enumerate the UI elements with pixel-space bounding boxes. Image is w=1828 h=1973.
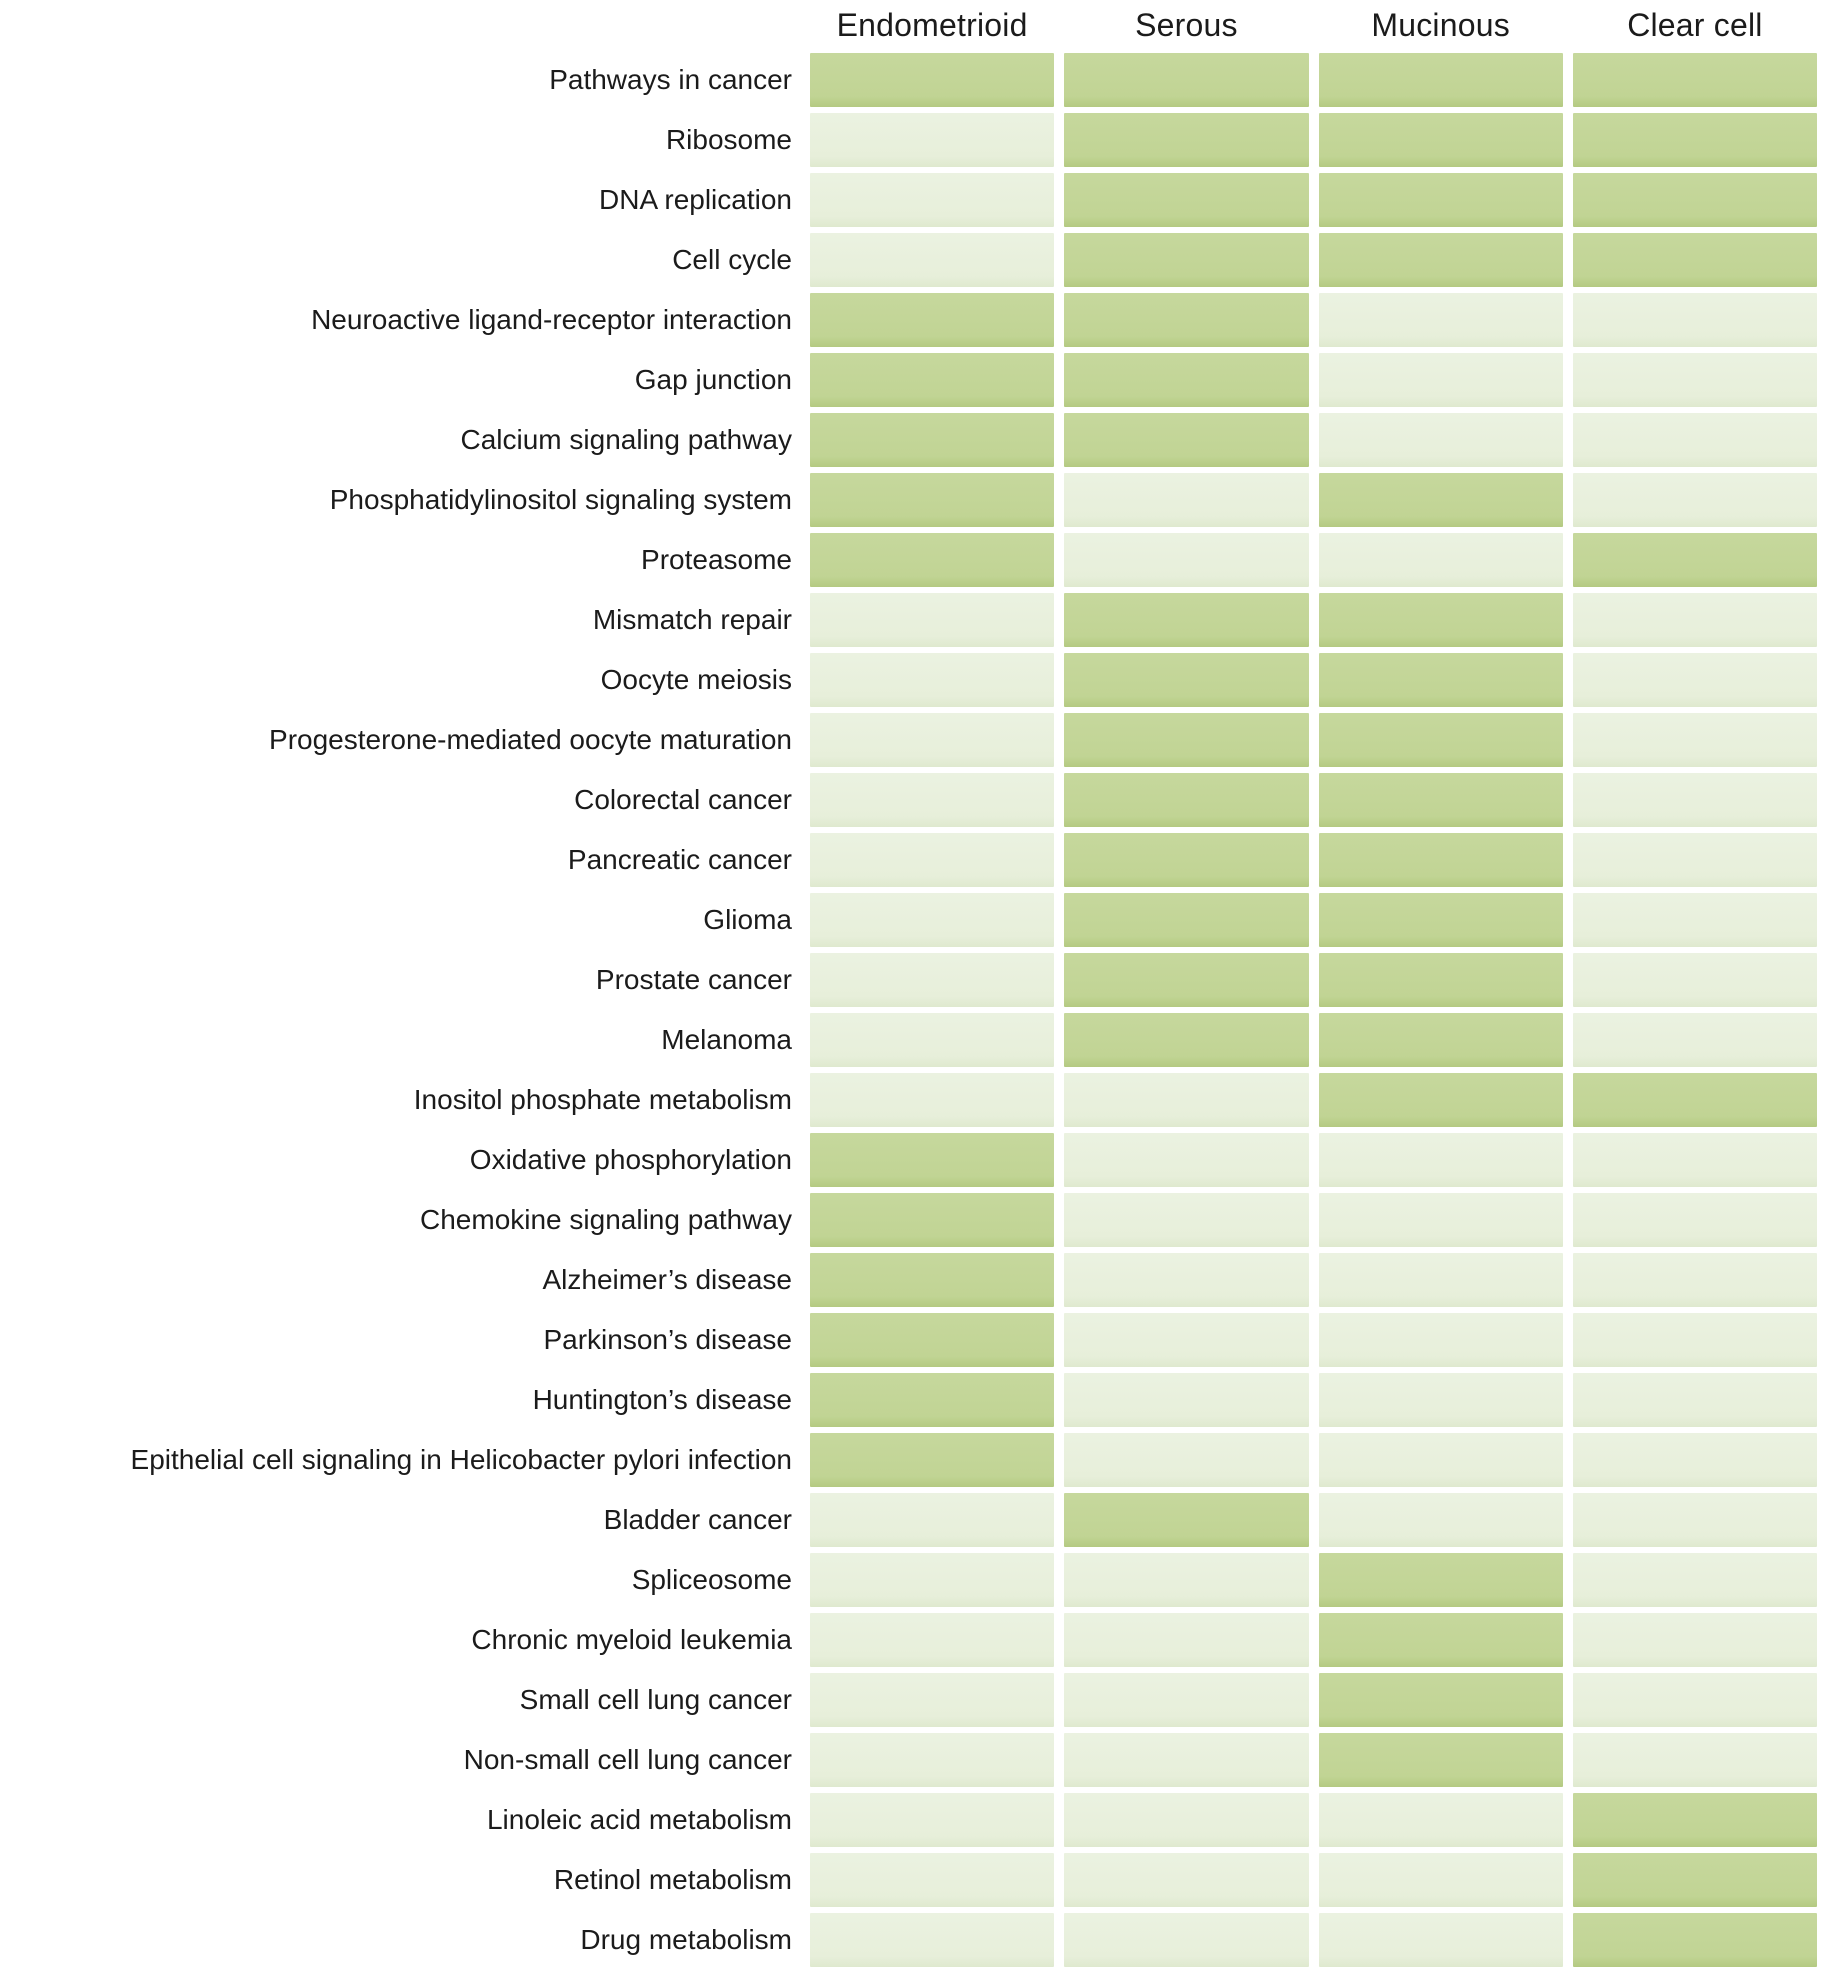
cell-enriched bbox=[1573, 113, 1817, 167]
row-cells bbox=[810, 1133, 1828, 1187]
cell-enriched bbox=[810, 1313, 1054, 1367]
cell-enriched bbox=[1064, 773, 1308, 827]
cell-enriched bbox=[810, 353, 1054, 407]
heatmap-row bbox=[0, 893, 1828, 947]
cell-not-enriched bbox=[1573, 1673, 1817, 1727]
cell-not-enriched bbox=[1064, 1193, 1308, 1247]
cell-enriched bbox=[1064, 653, 1308, 707]
heatmap-row bbox=[0, 773, 1828, 827]
row-cells bbox=[810, 1913, 1828, 1967]
row-label: Spliceosome bbox=[631, 1563, 792, 1595]
row-label: Inositol phosphate metabolism bbox=[413, 1083, 792, 1115]
cell-enriched bbox=[1319, 653, 1563, 707]
cell-not-enriched bbox=[1573, 653, 1817, 707]
cell-not-enriched bbox=[1064, 1553, 1308, 1607]
row-label: Calcium signaling pathway bbox=[460, 423, 792, 455]
row-cells bbox=[810, 53, 1828, 107]
row-label: Phosphatidylinositol signaling system bbox=[329, 483, 792, 515]
row-label: Huntington’s disease bbox=[532, 1383, 792, 1415]
row-cells bbox=[810, 953, 1828, 1007]
cell-enriched bbox=[1319, 173, 1563, 227]
heatmap-row bbox=[0, 293, 1828, 347]
row-label: Ribosome bbox=[665, 123, 792, 155]
cell-not-enriched bbox=[1573, 833, 1817, 887]
row-label: Chronic myeloid leukemia bbox=[471, 1623, 792, 1655]
heatmap-row bbox=[0, 1553, 1828, 1607]
cell-enriched bbox=[1319, 1733, 1563, 1787]
cell-not-enriched bbox=[1319, 1853, 1563, 1907]
cell-not-enriched bbox=[1319, 1133, 1563, 1187]
row-cells bbox=[810, 233, 1828, 287]
cell-enriched bbox=[1319, 113, 1563, 167]
cell-not-enriched bbox=[810, 1613, 1054, 1667]
row-cells bbox=[810, 1673, 1828, 1727]
cell-enriched bbox=[1064, 293, 1308, 347]
heatmap-row bbox=[0, 713, 1828, 767]
cell-enriched bbox=[1319, 1553, 1563, 1607]
cell-enriched bbox=[810, 1433, 1054, 1487]
cell-enriched bbox=[1573, 1793, 1817, 1847]
cell-not-enriched bbox=[1064, 1073, 1308, 1127]
column-headers bbox=[810, 9, 1828, 41]
column-header-row bbox=[0, 0, 1828, 50]
cell-not-enriched bbox=[1573, 1013, 1817, 1067]
cell-enriched bbox=[1319, 833, 1563, 887]
cell-not-enriched bbox=[1573, 713, 1817, 767]
row-label: Bladder cancer bbox=[603, 1503, 792, 1535]
cell-enriched bbox=[1573, 1073, 1817, 1127]
heatmap-row bbox=[0, 1793, 1828, 1847]
cell-not-enriched bbox=[810, 1913, 1054, 1967]
row-label: Linoleic acid metabolism bbox=[486, 1803, 792, 1835]
cell-not-enriched bbox=[810, 593, 1054, 647]
cell-enriched bbox=[1064, 953, 1308, 1007]
cell-not-enriched bbox=[1573, 293, 1817, 347]
heatmap-row bbox=[0, 473, 1828, 527]
cell-enriched bbox=[810, 473, 1054, 527]
cell-enriched bbox=[1319, 1673, 1563, 1727]
heatmap-row bbox=[0, 1433, 1828, 1487]
cell-enriched bbox=[1319, 1073, 1563, 1127]
heatmap-row bbox=[0, 173, 1828, 227]
row-cells bbox=[810, 1253, 1828, 1307]
cell-not-enriched bbox=[810, 1553, 1054, 1607]
row-label: Parkinson’s disease bbox=[543, 1323, 792, 1355]
cell-enriched bbox=[1319, 1013, 1563, 1067]
row-cells bbox=[810, 1193, 1828, 1247]
row-label: Epithelial cell signaling in Helicobacter pylori infection bbox=[130, 1443, 792, 1475]
heatmap-row bbox=[0, 353, 1828, 407]
cell-enriched bbox=[1319, 953, 1563, 1007]
row-cells bbox=[810, 173, 1828, 227]
cell-enriched bbox=[1064, 353, 1308, 407]
row-cells bbox=[810, 533, 1828, 587]
cell-not-enriched bbox=[1573, 1193, 1817, 1247]
row-cells bbox=[810, 473, 1828, 527]
row-label: Retinol metabolism bbox=[553, 1863, 792, 1895]
cell-enriched bbox=[1064, 713, 1308, 767]
heatmap-row bbox=[0, 53, 1828, 107]
heatmap-row bbox=[0, 653, 1828, 707]
cell-enriched bbox=[1573, 173, 1817, 227]
row-label: Progesterone-mediated oocyte maturation bbox=[269, 723, 792, 755]
cell-not-enriched bbox=[810, 893, 1054, 947]
heatmap-row bbox=[0, 1493, 1828, 1547]
cell-not-enriched bbox=[810, 833, 1054, 887]
row-label: Chemokine signaling pathway bbox=[420, 1203, 792, 1235]
cell-enriched bbox=[1573, 1853, 1817, 1907]
cell-not-enriched bbox=[1573, 953, 1817, 1007]
cell-not-enriched bbox=[1319, 1493, 1563, 1547]
cell-not-enriched bbox=[810, 953, 1054, 1007]
column-header-mucinous: Mucinous bbox=[1371, 7, 1510, 43]
cell-enriched bbox=[1064, 113, 1308, 167]
cell-not-enriched bbox=[810, 233, 1054, 287]
cell-not-enriched bbox=[1319, 353, 1563, 407]
cell-enriched bbox=[810, 1373, 1054, 1427]
row-cells bbox=[810, 1553, 1828, 1607]
cell-not-enriched bbox=[1064, 1733, 1308, 1787]
cell-not-enriched bbox=[1573, 1733, 1817, 1787]
row-label: Alzheimer’s disease bbox=[542, 1263, 792, 1295]
cell-not-enriched bbox=[810, 1073, 1054, 1127]
cell-enriched bbox=[810, 293, 1054, 347]
row-label: Gap junction bbox=[634, 363, 792, 395]
heatmap-row bbox=[0, 1013, 1828, 1067]
cell-not-enriched bbox=[1319, 1793, 1563, 1847]
cell-enriched bbox=[1573, 233, 1817, 287]
row-label: Small cell lung cancer bbox=[519, 1683, 792, 1715]
heatmap-row bbox=[0, 1073, 1828, 1127]
cell-enriched bbox=[810, 53, 1054, 107]
cell-not-enriched bbox=[1064, 1133, 1308, 1187]
cell-not-enriched bbox=[1064, 1313, 1308, 1367]
row-label: Melanoma bbox=[661, 1023, 792, 1055]
row-label: Pathways in cancer bbox=[549, 63, 792, 95]
column-header-clear-cell: Clear cell bbox=[1627, 7, 1763, 43]
row-cells bbox=[810, 293, 1828, 347]
row-cells bbox=[810, 1493, 1828, 1547]
cell-not-enriched bbox=[810, 653, 1054, 707]
row-cells bbox=[810, 1373, 1828, 1427]
row-label: Cell cycle bbox=[672, 243, 792, 275]
row-label: Oocyte meiosis bbox=[600, 663, 792, 695]
row-cells bbox=[810, 1793, 1828, 1847]
cell-not-enriched bbox=[1573, 353, 1817, 407]
heatmap-row bbox=[0, 953, 1828, 1007]
cell-enriched bbox=[1319, 1613, 1563, 1667]
cell-not-enriched bbox=[810, 1673, 1054, 1727]
cell-not-enriched bbox=[1064, 1613, 1308, 1667]
cell-enriched bbox=[1573, 533, 1817, 587]
heatmap-row bbox=[0, 1733, 1828, 1787]
cell-not-enriched bbox=[1573, 1613, 1817, 1667]
cell-not-enriched bbox=[1319, 1253, 1563, 1307]
cell-not-enriched bbox=[1573, 1433, 1817, 1487]
cell-enriched bbox=[810, 1133, 1054, 1187]
heatmap-row bbox=[0, 1853, 1828, 1907]
row-cells bbox=[810, 893, 1828, 947]
cell-not-enriched bbox=[1064, 473, 1308, 527]
cell-not-enriched bbox=[1064, 533, 1308, 587]
heatmap-row bbox=[0, 1613, 1828, 1667]
heatmap-row bbox=[0, 1133, 1828, 1187]
heatmap-row bbox=[0, 1673, 1828, 1727]
heatmap-row bbox=[0, 593, 1828, 647]
cell-not-enriched bbox=[810, 1793, 1054, 1847]
row-label: Proteasome bbox=[641, 543, 792, 575]
row-cells bbox=[810, 353, 1828, 407]
cell-not-enriched bbox=[1319, 1373, 1563, 1427]
cell-enriched bbox=[1319, 713, 1563, 767]
cell-not-enriched bbox=[1573, 1253, 1817, 1307]
cell-not-enriched bbox=[1064, 1253, 1308, 1307]
row-cells bbox=[810, 1733, 1828, 1787]
cell-enriched bbox=[1319, 593, 1563, 647]
heatmap-row bbox=[0, 1373, 1828, 1427]
cell-enriched bbox=[1064, 173, 1308, 227]
cell-not-enriched bbox=[1573, 1553, 1817, 1607]
cell-enriched bbox=[1319, 473, 1563, 527]
cell-not-enriched bbox=[1064, 1853, 1308, 1907]
row-cells bbox=[810, 1853, 1828, 1907]
cell-not-enriched bbox=[1573, 413, 1817, 467]
cell-enriched bbox=[1064, 1493, 1308, 1547]
heatmap-row bbox=[0, 413, 1828, 467]
row-label: Drug metabolism bbox=[580, 1923, 792, 1955]
column-header-serous: Serous bbox=[1135, 7, 1238, 43]
cell-enriched bbox=[1319, 773, 1563, 827]
cell-not-enriched bbox=[1573, 1313, 1817, 1367]
cell-enriched bbox=[1064, 593, 1308, 647]
cell-not-enriched bbox=[1064, 1793, 1308, 1847]
cell-not-enriched bbox=[1064, 1913, 1308, 1967]
cell-not-enriched bbox=[810, 113, 1054, 167]
cell-not-enriched bbox=[1064, 1673, 1308, 1727]
heatmap-row bbox=[0, 1913, 1828, 1967]
row-cells bbox=[810, 1013, 1828, 1067]
cell-not-enriched bbox=[1319, 1433, 1563, 1487]
cell-enriched bbox=[810, 1253, 1054, 1307]
cell-not-enriched bbox=[810, 173, 1054, 227]
cell-enriched bbox=[1064, 893, 1308, 947]
cell-not-enriched bbox=[1319, 1193, 1563, 1247]
heatmap-row bbox=[0, 533, 1828, 587]
cell-enriched bbox=[810, 1193, 1054, 1247]
row-cells bbox=[810, 713, 1828, 767]
heatmap-row bbox=[0, 113, 1828, 167]
cell-not-enriched bbox=[810, 1853, 1054, 1907]
row-cells bbox=[810, 1313, 1828, 1367]
heatmap-row bbox=[0, 233, 1828, 287]
cell-not-enriched bbox=[810, 1493, 1054, 1547]
cell-not-enriched bbox=[1319, 1313, 1563, 1367]
row-cells bbox=[810, 1073, 1828, 1127]
cell-enriched bbox=[1064, 1013, 1308, 1067]
cell-enriched bbox=[1064, 413, 1308, 467]
row-label: Glioma bbox=[703, 903, 792, 935]
cell-enriched bbox=[1319, 233, 1563, 287]
heatmap-grid bbox=[0, 53, 1828, 1967]
cell-not-enriched bbox=[810, 713, 1054, 767]
cell-not-enriched bbox=[1573, 773, 1817, 827]
cell-enriched bbox=[1319, 53, 1563, 107]
cell-not-enriched bbox=[810, 773, 1054, 827]
cell-not-enriched bbox=[810, 1013, 1054, 1067]
row-label: Colorectal cancer bbox=[574, 783, 792, 815]
row-label: Non-small cell lung cancer bbox=[463, 1743, 792, 1775]
heatmap-row bbox=[0, 1193, 1828, 1247]
cell-enriched bbox=[1064, 233, 1308, 287]
row-label: Prostate cancer bbox=[595, 963, 792, 995]
column-header-endometrioid: Endometrioid bbox=[836, 7, 1028, 43]
heatmap-row bbox=[0, 1313, 1828, 1367]
cell-not-enriched bbox=[1319, 533, 1563, 587]
row-cells bbox=[810, 593, 1828, 647]
cell-not-enriched bbox=[1573, 1133, 1817, 1187]
row-label: Oxidative phosphorylation bbox=[469, 1143, 792, 1175]
row-cells bbox=[810, 833, 1828, 887]
row-cells bbox=[810, 1433, 1828, 1487]
cell-enriched bbox=[810, 413, 1054, 467]
cell-enriched bbox=[1319, 893, 1563, 947]
cell-enriched bbox=[810, 533, 1054, 587]
cell-not-enriched bbox=[1573, 1373, 1817, 1427]
cell-enriched bbox=[1064, 833, 1308, 887]
cell-not-enriched bbox=[1573, 593, 1817, 647]
cell-not-enriched bbox=[1319, 1913, 1563, 1967]
cell-not-enriched bbox=[1064, 1433, 1308, 1487]
row-cells bbox=[810, 773, 1828, 827]
cell-not-enriched bbox=[1064, 1373, 1308, 1427]
cell-enriched bbox=[1064, 53, 1308, 107]
cell-not-enriched bbox=[810, 1733, 1054, 1787]
row-label: Neuroactive ligand-receptor interaction bbox=[311, 303, 792, 335]
row-label: Pancreatic cancer bbox=[567, 843, 792, 875]
row-label: Mismatch repair bbox=[592, 603, 792, 635]
cell-enriched bbox=[1573, 53, 1817, 107]
cell-not-enriched bbox=[1319, 413, 1563, 467]
cell-not-enriched bbox=[1573, 893, 1817, 947]
row-cells bbox=[810, 653, 1828, 707]
heatmap-row bbox=[0, 1253, 1828, 1307]
row-label: DNA replication bbox=[599, 183, 792, 215]
cell-not-enriched bbox=[1319, 293, 1563, 347]
cell-not-enriched bbox=[1573, 473, 1817, 527]
cell-not-enriched bbox=[1573, 1493, 1817, 1547]
heatmap-row bbox=[0, 833, 1828, 887]
row-cells bbox=[810, 413, 1828, 467]
row-cells bbox=[810, 1613, 1828, 1667]
row-cells bbox=[810, 113, 1828, 167]
cell-enriched bbox=[1573, 1913, 1817, 1967]
